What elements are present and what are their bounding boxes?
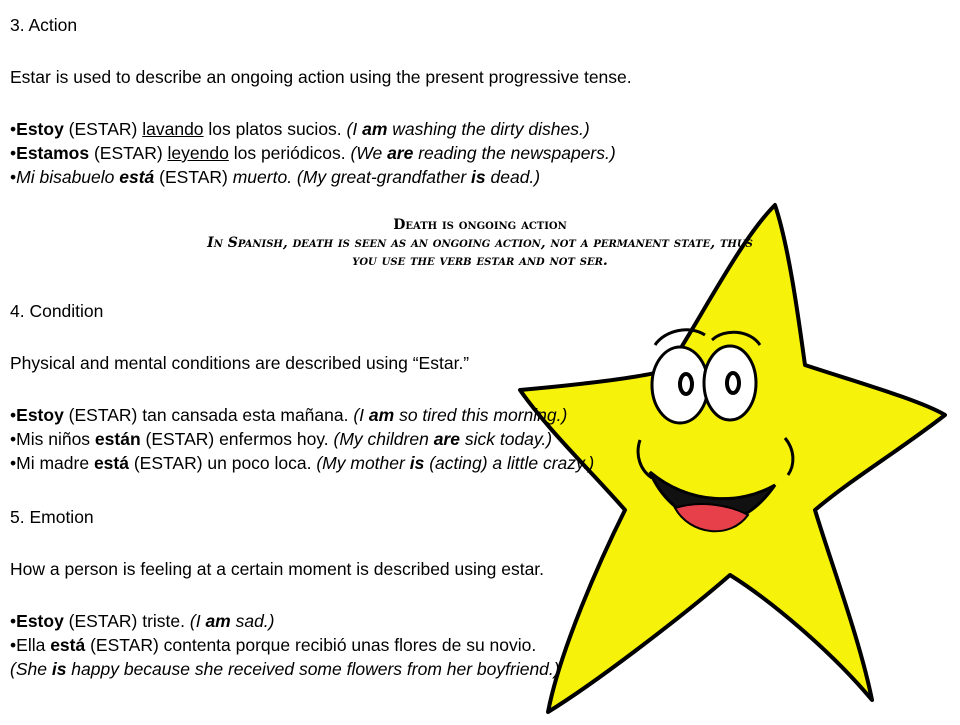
section-heading-condition: 4. Condition xyxy=(10,301,104,321)
emotion-example-2 xyxy=(10,634,536,656)
sentence-rest: (ESTAR) enfermos hoy. xyxy=(140,429,334,449)
subject: Mi madre xyxy=(16,453,94,473)
bullet: • xyxy=(10,167,17,187)
action-intro: Estar is used to describe an ongoing action using the present progressive tense. xyxy=(10,67,632,87)
bullet: • xyxy=(10,143,17,163)
verb: está xyxy=(93,453,129,473)
sentence-rest: los periódicos. xyxy=(228,143,351,163)
bullet: • xyxy=(10,635,17,655)
translation-verb: is xyxy=(51,659,67,679)
predicate: muerto. xyxy=(232,167,293,187)
sentence-rest: (ESTAR) triste. xyxy=(63,611,190,631)
estar-label: (ESTAR) xyxy=(89,143,168,163)
gerund: leyendo xyxy=(167,143,229,163)
subject: Mis niños xyxy=(16,429,95,449)
verb: están xyxy=(94,429,141,449)
section-heading-action: 3. Action xyxy=(10,15,78,35)
translation: (We are reading the newspapers.) xyxy=(350,143,616,163)
bullet: • xyxy=(10,119,17,139)
gerund: lavando xyxy=(142,119,204,139)
note-title: Death is ongoing action xyxy=(393,217,567,233)
verb: Estoy xyxy=(16,119,64,139)
sentence-rest: (ESTAR) tan cansada esta mañana. xyxy=(63,405,354,425)
emotion-intro: How a person is feeling at a certain moment is described using estar. xyxy=(10,559,545,579)
estar-label: (ESTAR) xyxy=(63,119,143,139)
condition-example-3 xyxy=(10,452,594,474)
translation: (I am washing the dirty dishes.) xyxy=(346,119,590,139)
bullet: • xyxy=(10,611,17,631)
note-line-2: you use the verb estar and not ser. xyxy=(352,253,608,269)
action-example-1 xyxy=(10,118,590,140)
translation: (My mother is (acting) a little crazy.) xyxy=(316,453,595,473)
bullet: • xyxy=(10,429,17,449)
translation: (My children are sick today.) xyxy=(333,429,553,449)
estar-label: (ESTAR) xyxy=(154,167,233,187)
verb: está xyxy=(50,635,86,655)
translation-start: (She xyxy=(10,659,52,679)
emotion-example-1 xyxy=(10,610,275,632)
subject: Mi bisabuelo xyxy=(16,167,120,187)
subject: Ella xyxy=(16,635,51,655)
verb: Estoy xyxy=(16,405,64,425)
verb: está xyxy=(119,167,155,187)
verb: Estoy xyxy=(16,611,64,631)
sentence-rest: (ESTAR) un poco loca. xyxy=(128,453,317,473)
condition-example-2 xyxy=(10,428,552,450)
emotion-example-2-translation xyxy=(10,658,560,680)
section-heading-emotion: 5. Emotion xyxy=(10,507,94,527)
verb: Estamos xyxy=(16,143,90,163)
bullet: • xyxy=(10,405,17,425)
translation-end: happy because she received some flowers from her boyfriend.) xyxy=(66,659,560,679)
translation: (I am sad.) xyxy=(189,611,275,631)
bullet: • xyxy=(10,453,17,473)
translation: (My great-grandfather is dead.) xyxy=(292,167,541,187)
sentence-rest: (ESTAR) contenta porque recibió unas flores de su novio. xyxy=(85,635,537,655)
action-example-3 xyxy=(10,166,540,188)
condition-intro: Physical and mental conditions are described using “Estar.” xyxy=(10,353,470,373)
sentence-rest: los platos sucios. xyxy=(203,119,347,139)
condition-example-1 xyxy=(10,404,567,426)
note-line-1: In Spanish, death is seen as an ongoing action, not a permanent state, thus xyxy=(207,235,753,251)
action-example-2 xyxy=(10,142,616,164)
translation: (I am so tired this morning.) xyxy=(353,405,568,425)
